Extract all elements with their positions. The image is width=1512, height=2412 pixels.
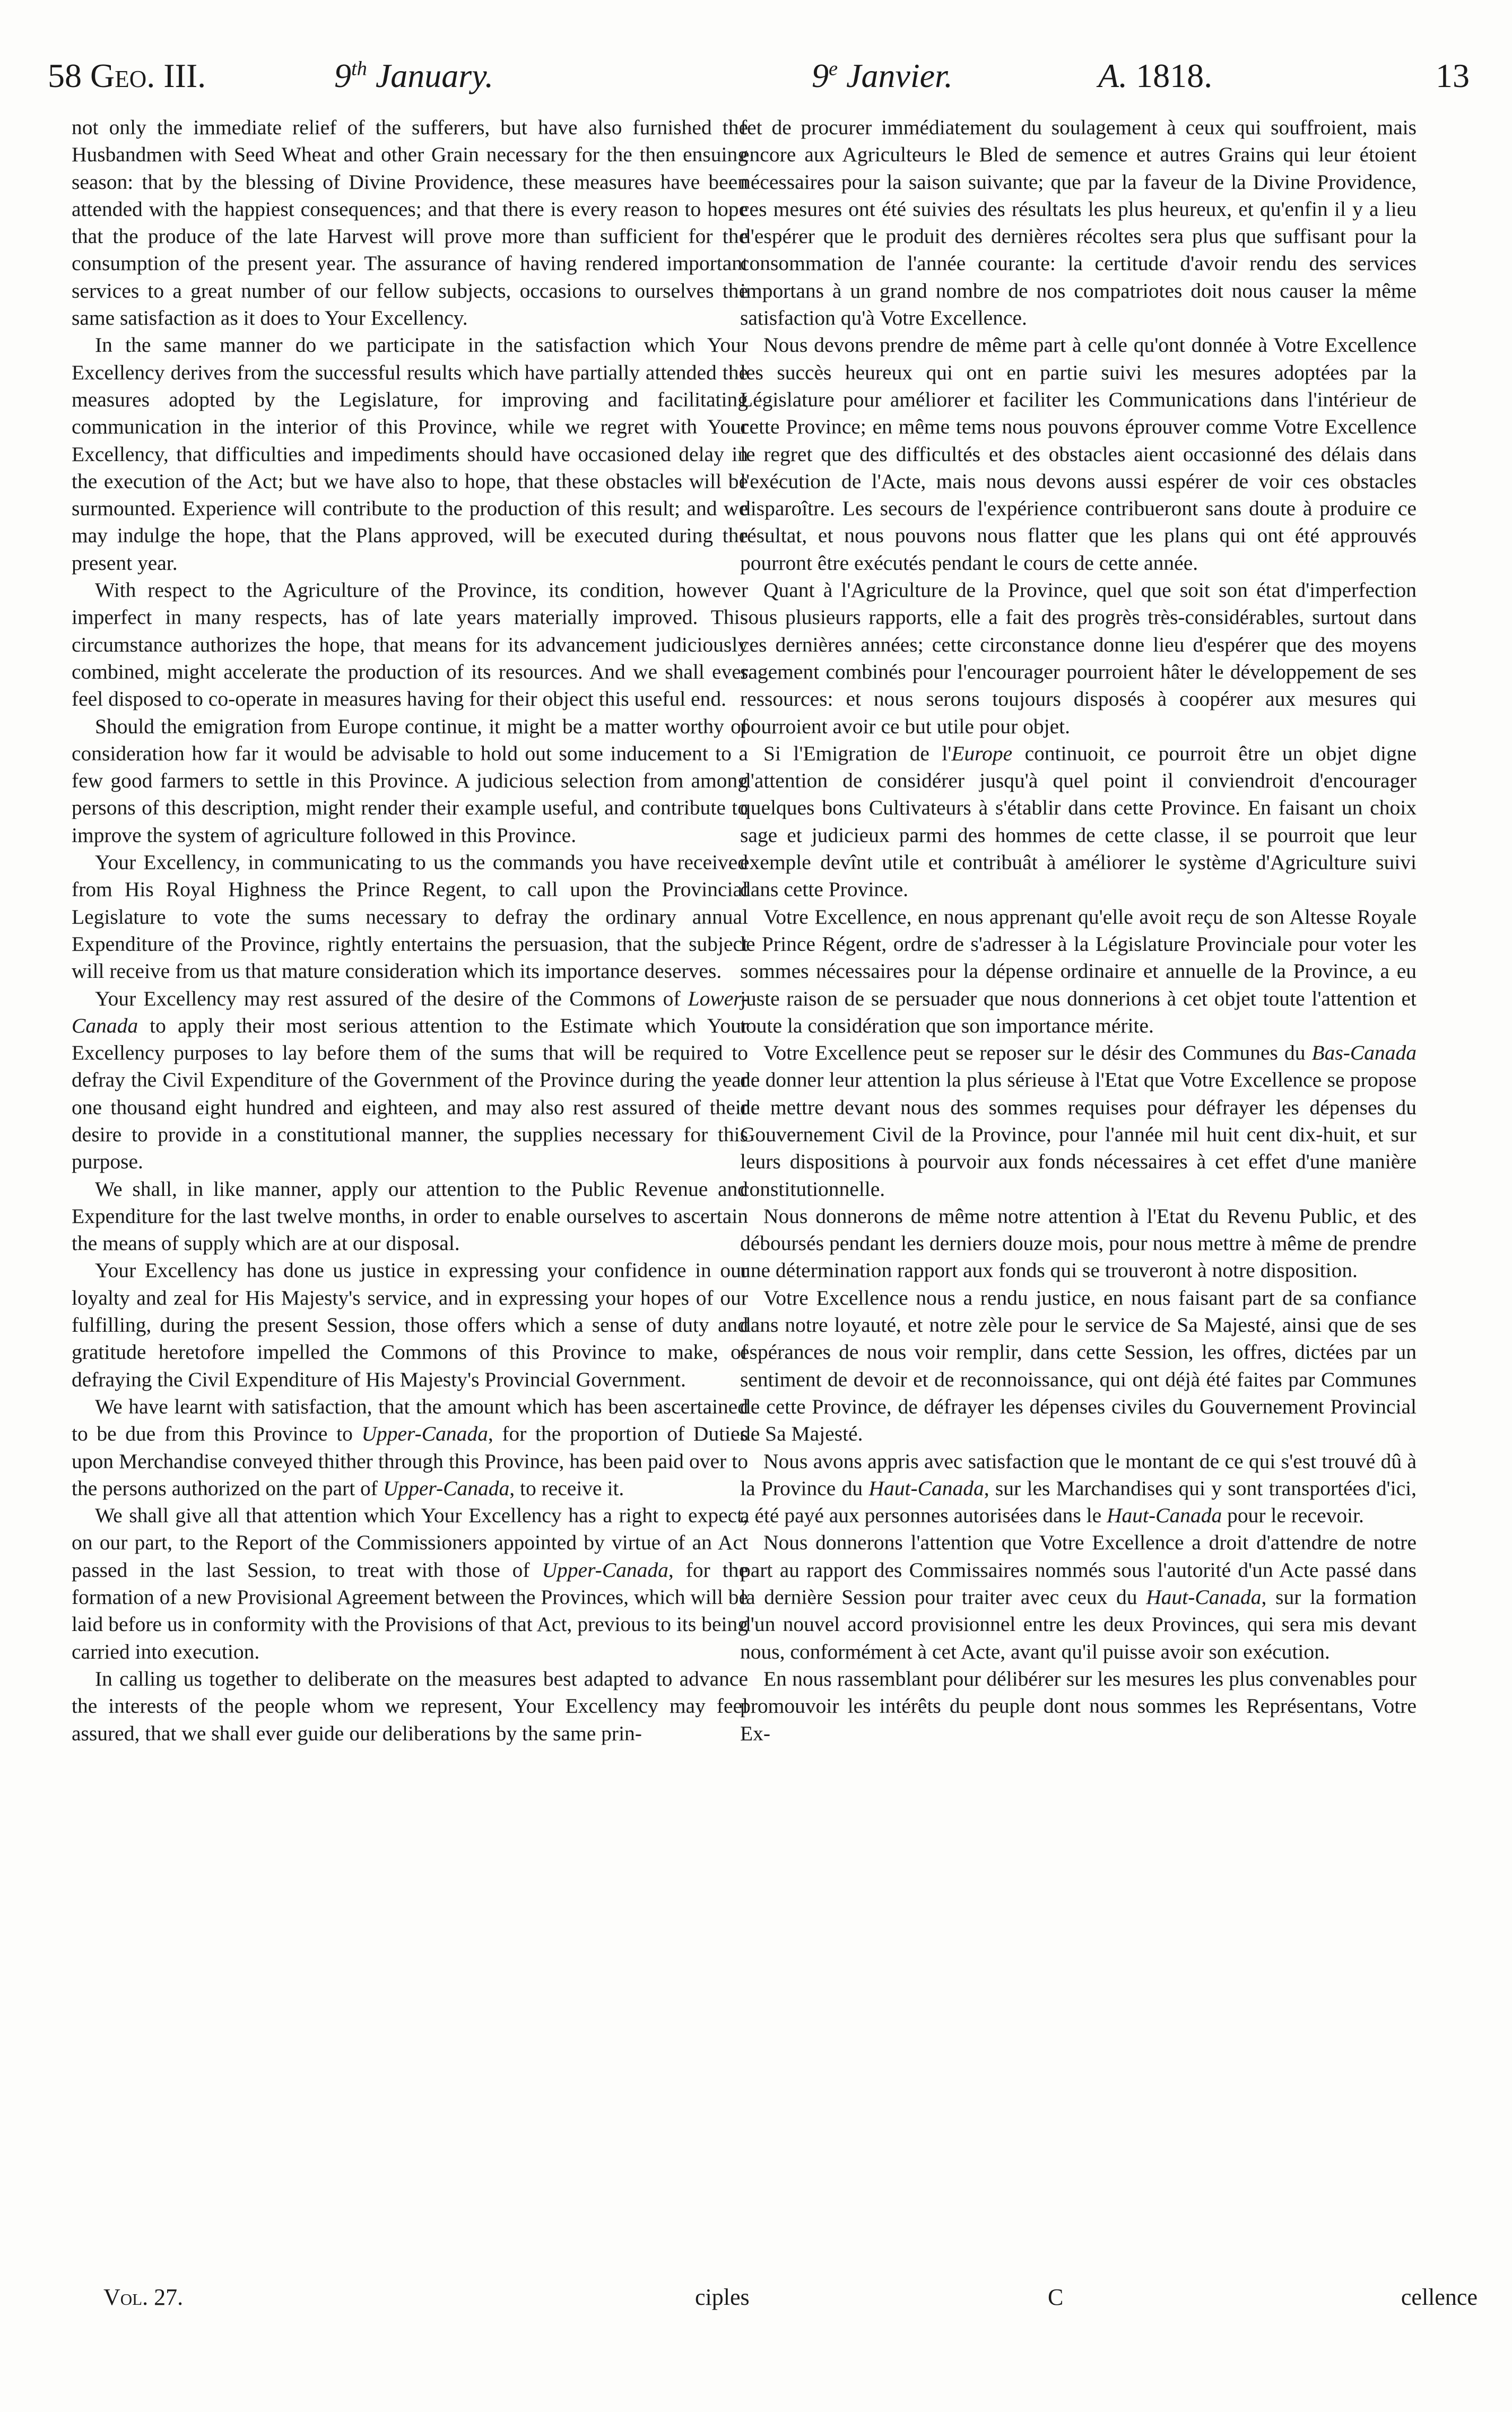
text-run: We shall, in like manner, apply our attention to the Public Revenue and Expenditure for the last twelve months, in order to enable ourselves to ascertain the means of supply which are at our disposal.: [72, 1177, 748, 1255]
french-paragraph: [740, 1039, 1417, 1203]
text-run: Si l'Emigration de l': [763, 741, 952, 765]
place-name: Lower-Canada: [72, 986, 748, 1037]
french-paragraph: [740, 1448, 1417, 1530]
place-name: Europe: [951, 741, 1013, 765]
text-run: , sur la formation d'un nouvel accord provisionnel entre les deux Provinces, qui sera mis devant nous, conformément à cet Acte, avant qu'il puisse avoir son exécution.: [740, 1585, 1417, 1663]
text-run: , for the formation of a new Provisional Agreement between the Provinces, which will be laid before us in conformity with the Provisions of that Act, previous to its being carried into execution.: [72, 1558, 748, 1663]
place-name: Upper-Canada: [542, 1558, 668, 1582]
french-paragraph: [740, 740, 1417, 904]
catchword-french: cellence: [1401, 2284, 1478, 2310]
header-date-en-suffix: th: [351, 57, 367, 80]
french-paragraph: [740, 577, 1417, 740]
english-paragraph: [72, 1393, 748, 1502]
place-name: Bas-Canada: [1311, 1041, 1417, 1065]
text-run: Votre Excellence, en nous apprenant qu'elle avoit reçu de son Altesse Royale le Prince Régent, ordre de s'adresser à la Législature Provinciale pour voter les sommes nécessaires pour la dépense ordinaire et annuelle de la Province, a eu juste raison de se persuader que nous donnerions à cet objet toute l'attention et toute la considération que son importance mérite.: [740, 905, 1417, 1037]
french-paragraph: [740, 1285, 1417, 1448]
place-name: Haut-Canada: [1106, 1504, 1222, 1528]
english-paragraph: [72, 849, 748, 985]
text-run: pour le recevoir.: [1222, 1504, 1364, 1528]
header-year-prefix: A.: [1098, 57, 1128, 94]
header-date-en-day: 9: [334, 57, 351, 94]
header-date-fr-suffix: e: [829, 57, 838, 80]
text-run: to apply their most serious attention to the Estimate which Your Excellency purposes to lay before them of the sums that will be required to defray the Civil Expenditure of the Government of the Province during the year one thousand eight hundred and eighteen, and may also rest assured of their desire to provide in a constitutional manner, the supplies necessary for this purpose.: [72, 1013, 748, 1174]
text-run: Nous donnerons l'attention que Votre Excellence a droit d'attendre de notre part au rapport des Commissaires nommés sous l'autorité d'un Acte passé dans la dernière Session pour traiter avec ceux du: [740, 1531, 1417, 1609]
english-paragraph: [72, 1176, 748, 1257]
header-date-fr-day: 9: [812, 57, 829, 94]
english-column: [72, 114, 748, 1747]
french-paragraph: [740, 332, 1417, 577]
text-run: In the same manner do we participate in the satisfaction which Your Excellency derives from the successful results which have partially attended the measures adopted by the Legislature, for improving and facilitating communication in the interior of this Province, while we regret with Your Excellency, that difficulties and impediments should have occasioned delay in the execution of the Act; but we have also to hope, that these obstacles will be surmounted. Experience will contribute to the production of this result; and we may indulge the hope, that the Plans approved, will be executed during the present year.: [72, 333, 748, 575]
text-run: Your Excellency, in communicating to us the commands you have received from His Royal Highness the Prince Regent, to call upon the Provincial Legislature to vote the sums necessary to defray the ordinary annual Expenditure of the Province, rightly entertains the persuasion, that the subject will receive from us that mature consideration which its importance deserves.: [72, 851, 748, 983]
place-name: Haut-Canada: [1146, 1585, 1262, 1609]
english-paragraph: [72, 1665, 748, 1747]
text-run: Nous avons appris avec satisfaction que le montant de ce qui s'est trouvé dû à la Province du: [740, 1449, 1417, 1500]
french-paragraph: [740, 1203, 1417, 1285]
text-run: Your Excellency may rest assured of the desire of the Commons of: [95, 986, 688, 1010]
text-run: fet de procurer immédiatement du soulagement à ceux qui souffroient, mais encore aux Agriculteurs le Bled de semence et autres Grains qui leur étoient nécessaires pour la saison suivante; que par la faveur de la Divine Providence, ces mesures ont été suivies des résultats les plus heureux, et qu'enfin il y a lieu d'espérer que le produit des dernières récoltes sera plus que suffisant pour la consommation de l'année courante: la certitude d'avoir rendu des services importans à un grand nombre de nos compatriotes doit nous causer la même satisfaction qu'à Votre Excellence.: [740, 116, 1417, 330]
header-year: [1098, 47, 1212, 105]
english-paragraph: [72, 114, 748, 332]
english-paragraph: [72, 332, 748, 577]
english-paragraph: [72, 713, 748, 849]
text-run: de donner leur attention la plus sérieuse à l'Etat que Votre Excellence se propose de mettre devant nous des sommes requises pour défrayer les dépenses du Gouvernement Civil de la Province, pour l'année mil huit cent dix-huit, et sur leurs dispositions à pourvoir aux fonds nécessaires à cet effet d'une manière constitutionnelle.: [740, 1068, 1417, 1201]
header-year-value: 1818.: [1127, 57, 1213, 94]
text-run: Votre Excellence peut se reposer sur le désir des Communes du: [763, 1041, 1312, 1065]
header-date-french: [812, 47, 953, 105]
french-paragraph: [740, 114, 1417, 332]
text-run: Should the emigration from Europe continue, it might be a matter worthy of consideration how far it would be advisable to hold out some inducement to a few good farmers to settle in this Province. A judicious selection from among persons of this description, might render their example useful, and contribute to improve the system of agriculture followed in this Province.: [72, 714, 748, 847]
text-run: Quant à l'Agriculture de la Province, quel que soit son état d'imperfection sous plusieurs rapports, elle a fait des progrès très-considérables, surtout dans ces dernières années; cette circonstance donne lieu d'espérer que des moyens sagement combinés pour l'encourager pourroient hâter le développement de ses ressources: et nous serons toujours disposés à coopérer aux mesures qui pourroient avoir ce but utile pour objet.: [740, 578, 1417, 738]
page-number: 13: [1436, 57, 1470, 94]
text-run: Nous donnerons de même notre attention à l'Etat du Revenu Public, et des déboursés pendant les derniers douze mois, pour nous mettre à même de prendre une détermination rapport aux fonds qui se trouveront à notre disposition.: [740, 1204, 1417, 1282]
french-paragraph: [740, 1529, 1417, 1665]
text-run: We shall give all that attention which Your Excellency has a right to expect, on our part, to the Report of the Commissioners appointed by virtue of an Act passed in the last Session, to treat with those of: [72, 1504, 748, 1582]
header-reign: 58 Geo. III.: [48, 57, 206, 94]
french-paragraph: [740, 1665, 1417, 1747]
french-paragraph: [740, 904, 1417, 1039]
french-column: [740, 114, 1417, 1747]
english-paragraph: [72, 1257, 748, 1393]
english-paragraph: [72, 985, 748, 1176]
english-paragraph: [72, 1502, 748, 1665]
place-name: Upper-Canada: [361, 1422, 488, 1446]
place-name: Upper-Canada: [383, 1476, 510, 1500]
text-run: With respect to the Agriculture of the Province, its condition, however imperfect in many respects, has of late years materially improved. This circumstance authorizes the hope, that means for its advancement judiciously combined, might accelerate the production of its resources. And we shall ever feel disposed to co-operate in measures having for their object this useful end.: [72, 578, 748, 711]
header-date-fr-month: Janvier.: [838, 57, 953, 94]
running-header: [48, 47, 1470, 105]
text-run: Your Excellency has done us justice in expressing your confidence in our loyalty and zeal for His Majesty's service, and in expressing your hopes of our fulfilling, during the present Session, those offers which a sense of duty and gratitude heretofore impelled the Commons of this Province to make, of defraying the Civil Expenditure of His Majesty's Provincial Government.: [72, 1259, 748, 1391]
text-run: We have learnt with satisfaction, that the amount which has been ascertained to be due from this Province to: [72, 1394, 748, 1446]
text-run: , for the proportion of Duties upon Merchandise conveyed thither through this Province, has been paid over to the persons authorized on the part of: [72, 1422, 749, 1500]
text-run: , to receive it.: [509, 1476, 624, 1500]
text-run: Nous devons prendre de même part à celle qu'ont donnée à Votre Excellence les succès heureux qui ont en partie suivi les mesures adoptées par la Législature pour améliorer et faciliter les Communications dans l'intérieur de cette Province; en même tems nous pouvons éprouver comme Votre Excellence le regret que des difficultés et des obstacles aient occasionné des délais dans l'exécution de l'Acte, mais nous devons aussi espérer de voir ces obstacles disparoître. Les secours de l'expérience contribueront sans doute à produire ce résultat, et nous pouvons nous flatter que les plans qui ont été approuvés pourront être exécutés pendant le cours de cette année.: [740, 333, 1417, 575]
english-paragraph: [72, 577, 748, 713]
text-run: continuoit, ce pourroit être un objet digne d'attention de considérer jusqu'à quel point il conviendroit d'encourager quelques bons Cultivateurs à s'établir dans cette Province. En faisant un choix sage et judicieux parmi des hommes de cette classe, il se pourroit que leur exemple devînt utile et contribuât à améliorer le système d'Agriculture suivi dans cette Province.: [740, 741, 1417, 901]
page-footer: [72, 2281, 1478, 2313]
place-name: Haut-Canada: [868, 1476, 984, 1500]
catchword-english: ciples: [695, 2284, 750, 2310]
signature-mark: C: [1048, 2284, 1064, 2310]
volume-mark: Vol. 27.: [103, 2284, 184, 2310]
text-run: En nous rassemblant pour délibérer sur les mesures les plus convenables pour promouvoir les intérêts du peuple dont nous sommes les Représentans, Votre Ex-: [740, 1667, 1417, 1745]
text-run: Votre Excellence nous a rendu justice, en nous faisant part de sa confiance dans notre loyauté, et notre zèle pour le service de Sa Majesté, ainsi que de ses espérances de nous voir remplir, dans cette Session, les offres, dictées par un sentiment de devoir et de reconnoissance, qui ont déjà été faites par Communes de cette Province, de défrayer les dépenses civiles du Gouvernement Provincial de Sa Majesté.: [740, 1286, 1417, 1446]
text-run: In calling us together to deliberate on the measures best adapted to advance the interests of the people whom we represent, Your Excellency may feel assured, that we shall ever guide our deliberations by the same prin-: [72, 1667, 748, 1745]
text-run: , sur les Marchandises qui y sont transportées d'ici, a été payé aux personnes autorisées dans le: [740, 1476, 1417, 1528]
header-date-en-month: January.: [367, 57, 494, 94]
header-date-english: [334, 47, 493, 105]
text-run: not only the immediate relief of the sufferers, but have also furnished the Husbandmen with Seed Wheat and other Grain necessary for the then ensuing season: that by the blessing of Divine Providence, these measures have been attended with the happiest consequences; and that there is every reason to hope that the produce of the late Harvest will prove more than sufficient for the consumption of the present year. The assurance of having rendered important services to a great number of our fellow subjects, occasions to ourselves the same satisfaction as it does to Your Excellency.: [72, 116, 748, 330]
